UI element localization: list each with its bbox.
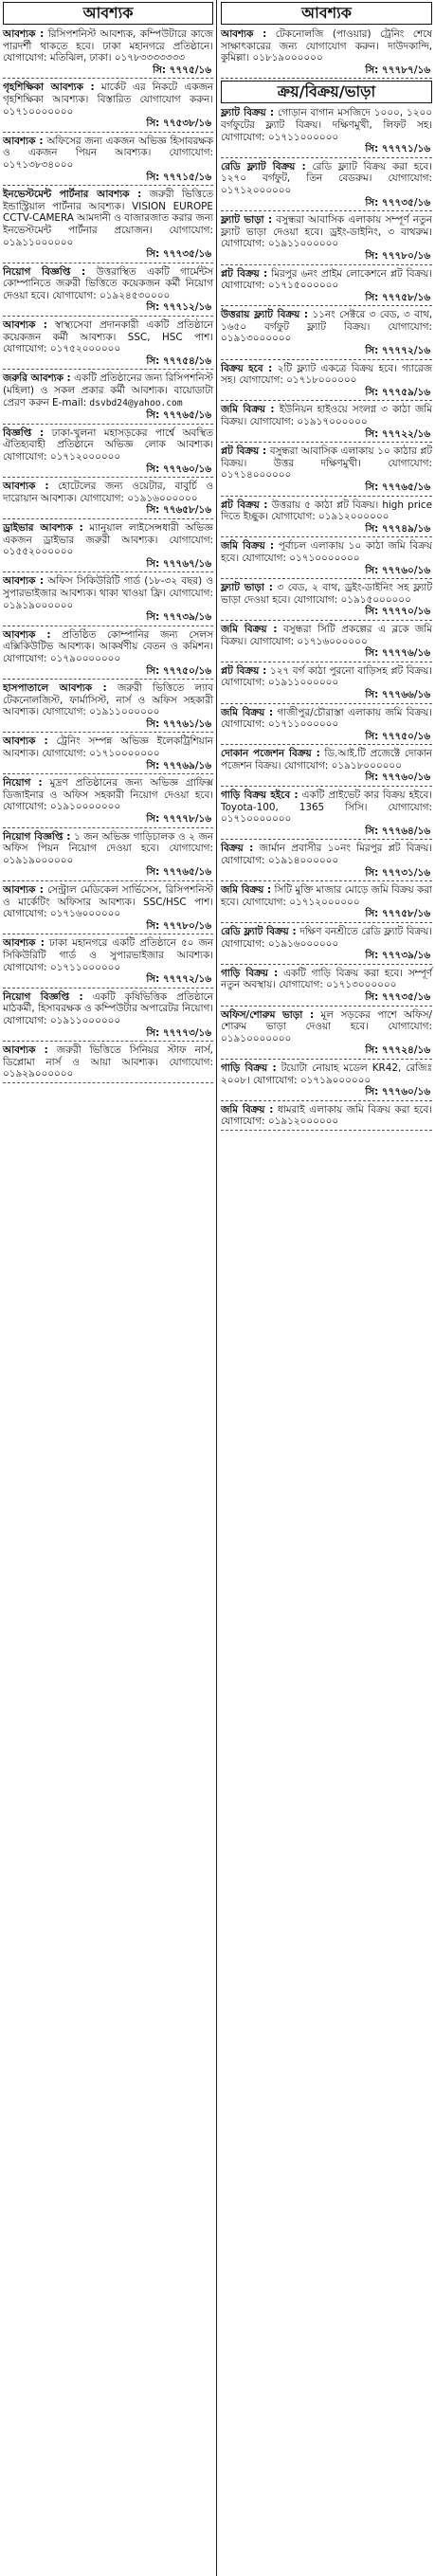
ad-reference-code: সি: ৭৭৭৬৬/১৬ [365, 688, 430, 700]
ad-reference-code: সি: ৭৭৭৫০/১৬ [146, 664, 211, 677]
classified-ad [221, 403, 432, 443]
ad-heading: রেডি ফ্ল্যাট বিক্রয় : [221, 160, 306, 172]
ad-body: একটি প্রতিষ্ঠানের জন্য রিসিপশনিস্ট (মহিলা) ও সকল প্রকার কর্মী আবশ্যক। বায়োডাটা প্রেরণ করুন E-mail: [3, 372, 213, 408]
classified-ad [3, 318, 213, 370]
classified-ad [3, 426, 213, 478]
classified-ad [3, 188, 213, 263]
ad-reference-code: সি: ৭৭৭৫/১৬ [153, 63, 211, 76]
classified-ad [221, 160, 432, 211]
ad-reference-code: সি: ৭৭৬৫৮/১৬ [146, 504, 211, 517]
classified-ad [221, 789, 432, 840]
ad-heading: বিজ্ঞপ্তি : [3, 426, 45, 439]
ad-heading: প্লট বিক্রয় : [221, 499, 268, 511]
classified-ad [3, 135, 213, 186]
classified-ad [3, 883, 213, 934]
classified-ad [3, 1043, 213, 1083]
classified-ad [221, 27, 432, 79]
ad-reference-code: সি: ৭৭৭৬৯/১৬ [146, 759, 211, 771]
ad-heading: দোকান পজেশন বিক্রয় : [221, 748, 320, 760]
classified-ad [221, 706, 432, 746]
ad-body: বসুন্ধরা আবাসিক এলাকায় ১০ কাঠার প্লট বিক্রয়। উত্তর দক্ষিণমুখী। যোগাযোগ: ০১৭১৪০০০০০০ [221, 445, 432, 481]
ad-body: রেডি ফ্ল্যাট বিক্রয় করা হবে। ১২৭০ বর্গফুট, তিন বেডরুম। যোগাযোগ: ০১৭১২০০০০০০ [221, 160, 432, 196]
ad-body: মুদ্রণ প্রতিষ্ঠানের জন্য অভিজ্ঞ গ্রাফিক্স ডিজাইনার ও অফিস সহকারী নিয়োগ দেওয়া হবে। যোগাযোগ: ০১৯১০০০০০০০ [3, 777, 213, 813]
ad-reference-code: সি: ৭৭৭৭০/১৬ [365, 606, 430, 618]
section-header-sale: ক্রয়/বিক্রয়/ভাড়া [221, 81, 432, 103]
ad-body: ট্রেনিং সম্পন্ন অভিজ্ঞ ইলেকট্রিশিয়ান আবশ্যক। যোগাযোগ: ০১৭১০০০০০০০ [3, 735, 213, 760]
ad-heading: ফ্ল্যাট বিক্রয় : [221, 107, 275, 119]
classified-ad [221, 883, 432, 923]
ad-heading: নিয়োগ বিজ্ঞপ্তি : [3, 990, 83, 1003]
ad-body: জরুরী ভিত্তিতে সিনিয়র স্টাফ নার্স, ডিপ্লোমা নার্স ও আয়া আবশ্যক। যোগাযোগ: ০১৯২৯০০০০০০ [3, 1044, 213, 1080]
ad-reference-code: সি: ৭৭৭৫০/১৬ [365, 730, 430, 742]
classified-ad [3, 574, 213, 626]
ad-body: মার্কেট এর নিকটে একজন গৃহশিক্ষিকা আবশ্যক। বিস্তারিত যোগাযোগ করুন। ০১৭১০০০০০০০ [3, 82, 213, 118]
classified-ad [221, 444, 432, 496]
ad-body: উত্তরাস্থিত একটি গার্মেন্টস কোম্পানিতে জরুরী ভিত্তিতে কয়েকজন কর্মী নিয়োগ দেওয়া হবে। যোগাযোগ: ০১৯২৪৫৩০০০০ [3, 265, 213, 301]
ad-reference-code: সি: ৭৭৭৭২/১৬ [365, 345, 430, 357]
ad-heading: জরুরি আবশ্যক : [3, 372, 71, 385]
ad-reference-code: সি: ৭৭৭৮০/১৬ [365, 249, 430, 262]
right-column [218, 0, 435, 2576]
left-column [0, 0, 217, 2576]
ad-body: বসুন্ধরা সিটি প্রকল্পের এ ব্লকে জমি বিক্রয়। যোগাযোগ: ০১৭১৬০০০০০০ [221, 623, 432, 647]
ad-heading: আবশ্যক : [3, 481, 49, 493]
classified-ad [221, 1103, 432, 1131]
ad-body: টেকনোলজি (পাওয়ার) ট্রেনিং শেষে সাক্ষাৎকারের জন্য যোগাযোগ করুন। দাউদকান্দি, কুমিল্লা। ০১৮১৯০০০০০০ [221, 28, 432, 64]
ad-heading: গাড়ি বিক্রয় : [221, 1061, 277, 1074]
ad-body: পূর্বাচল এলাকায় ১০ কাঠা জমি বিক্রয় হবে। যোগাযোগ: ০১৭১০০০০০০০ [221, 540, 432, 564]
ad-body: ঢাকা-খুলনা মহাসড়কের পার্শ্বে অবস্থিত ঐতিহ্যবাহী প্রতিষ্ঠানে অভিজ্ঞ লোক আবশ্যক। যোগাযোগ: ০১৭১২০০০০০০ [3, 426, 213, 463]
ad-reference-code: সি: ৭৭৭১৫/১৬ [146, 171, 211, 183]
ad-heading: আবশ্যক : [3, 575, 45, 588]
ad-heading: প্লট বিক্রয় : [221, 445, 267, 458]
ad-heading: জমি বিক্রয় : [221, 540, 274, 553]
ad-heading: আবশ্যক : [3, 1044, 48, 1057]
ad-body: জরুরী ভিত্তিতে ইন্ডাস্ট্রিয়াল পার্টনার আবশ্যক। VISION EUROPE CCTV-CAMERA আমদানী ও বাজারজাত করার জন্য ইনভেস্টমেন্ট পার্টনার প্রয়োজন। যোগাযোগ: ০১৯১১০০০০০০ [3, 189, 213, 248]
ad-reference-code: সি: ৭৭৭৬১/১৬ [146, 717, 211, 730]
ad-body: জার্মান প্রবাসীর ১০নং মিরপুর প্লট বিক্রয়। যোগাযোগ: ০১৯১৪০০০০০০ [221, 843, 432, 867]
ad-heading: নিয়োগ বিজ্ঞপ্তি : [3, 265, 86, 278]
ad-body: গোড়ান বাগান মসজিদে ১০০০, ১২০০ বর্গফুটের ফ্ল্যাট বিক্রয়। দক্ষিণমুখী, লিফট সহ। যোগাযোগ: ০১৭১১০০০০০০ [221, 107, 432, 143]
classified-ad [221, 362, 432, 402]
ad-heading: জমি বিক্রয় : [221, 623, 278, 635]
ad-heading: ড্রাইভার আবশ্যক : [3, 521, 83, 534]
ad-reference-code: সি: ৭৭৭৭২/১৬ [146, 973, 211, 986]
ad-heading: প্লট বিক্রয় : [221, 664, 267, 677]
ad-reference-code: সি: ৭৭৭৬৫/১৬ [146, 866, 211, 879]
ad-body: সেন্ট্রাল মেডিকেল সার্ভিসেস, রিসিপশনিস্ট ও মার্কেটিং অফিসার আবশ্যক। SSC/HSC পাশ। যোগাযোগ: ০১৭১৬০০০০০০ [3, 884, 213, 920]
ad-heading: গাড়ি বিক্রয় হইবে : [221, 789, 299, 802]
ad-body: ধামরাই এলাকায় জমি বিক্রয় করা হবে। যোগাযোগ: ০১৯১২০০০০০০ [221, 1103, 432, 1128]
ad-body: ১২৭ বর্গ কাঠা পুরনো বাড়িসহ প্লট বিক্রয়। যোগাযোগ: ০১৯১১০০০০০০ [221, 664, 432, 689]
ad-heading: বিক্রয় হবে : [221, 362, 273, 374]
ad-reference-code: সি: ৭৭৭৫৯/১৬ [365, 386, 430, 398]
ad-heading: বিক্রয় : [221, 843, 254, 855]
ad-heading: গাড়ি বিক্রয় : [221, 967, 279, 979]
classified-ad [221, 623, 432, 662]
ad-reference-code: সি: ৭৭৭৩৫/১৬ [146, 248, 211, 261]
classified-ad [221, 967, 432, 1007]
classified-ad [221, 308, 432, 359]
ad-heading: ফ্ল্যাট ভাড়া : [221, 214, 273, 227]
right-sale-ad-list [221, 106, 432, 1131]
ad-heading: হাসপাতালে আবশ্যক : [3, 682, 107, 695]
section-header-wanted: আবশ্যক [3, 2, 213, 25]
ad-body: টয়োটা নোয়াহ মডেল KR42, রেজিঃ ২০০৮। যোগাযোগ: ০১৭১৯০০০০০০ [221, 1061, 433, 1086]
classified-ad [3, 372, 213, 424]
classified-ad [221, 842, 432, 881]
ad-body: অফিস সিকিউরিটি গার্ড (১৮-৩২ বছর) ও সুপারভাইজার আবশ্যক। থাকা খাওয়া ফ্রি। যোগাযোগ: ০১৯১৯০০০০০০ [3, 575, 213, 611]
ad-heading: জমি বিক্রয় : [221, 404, 275, 416]
ad-heading: আবশ্যক : [3, 135, 44, 147]
ad-body: একটি কৃষিভিত্তিক প্রতিষ্ঠানে মাঠকর্মী, হিসাবরক্ষক ও কম্পিউটার অপারেটর নিয়োগ। যোগাযোগ: ০১৯১১০০০০০০ [3, 990, 213, 1026]
ad-body: দক্ষিণ বনশ্রীতে রেডি ফ্ল্যাট বিক্রয়। যোগাযোগ: ০১৯১৬০০০০০০ [221, 926, 432, 950]
ad-reference-code: সি: ৭৭৭৩৯/১৬ [146, 611, 211, 624]
ad-body: মূল সড়কের পাশে অফিস/শোরুম ভাড়া দেওয়া হবে। যোগাযোগ: ০১৯১০০০০০০০ [221, 1008, 433, 1044]
ad-email: dsvbd24@yahoo.com [89, 397, 183, 408]
ad-reference-code: সি: ৭৭৭৫৮/১৬ [365, 908, 430, 920]
classified-ad [3, 936, 213, 988]
ad-body: মিরপুর ৬নং প্রাইম লোকেশনে প্লট বিক্রয়। যোগাযোগ: ০১৭১৫০০০০০০ [221, 267, 432, 292]
ad-reference-code: সি: ৭৭৭৬০/১৬ [365, 771, 430, 784]
classified-ad [3, 990, 213, 1042]
ad-reference-code: সি: ৭৭৭৬০/১৬ [365, 1086, 430, 1098]
ad-reference-code: সি: ৭৭৭৮৭/১৬ [365, 63, 430, 76]
ad-reference-code: সি: ৭৭৭৩১/১৬ [365, 866, 430, 879]
ad-body: গাজীপুর/চৌরাস্তা এলাকায় জমি বিক্রয়। যোগাযোগ: ০১৭১১০০০০০০ [221, 706, 432, 731]
ad-reference-code: সি: ৭৭৭৭৮/১৬ [146, 813, 211, 825]
ad-reference-code: সি: ৭৭৭৩৫/১৬ [365, 196, 430, 209]
ad-reference-code: সি: ৭৭৭৭১/১৬ [365, 143, 430, 155]
ad-heading: আবশ্যক : [3, 28, 45, 40]
ad-body: হোটেলের জন্য ওয়েটার, বাবুর্চি ও দারোয়ান আবশ্যক। যোগাযোগ: ০১৯১৬০০০০০০ [3, 481, 213, 504]
ad-body: বসুন্ধরা আবাসিক এলাকায় সম্পূর্ণ নতুন ফ্ল্যাট ভাড়া দেওয়া হবে। ড্রইং-ডাইনিং, ৩ বাথরুম। যোগাযোগ: ০১৯১১০০০০০০ [221, 214, 432, 250]
classified-ad [221, 747, 432, 787]
classified-ad [3, 521, 213, 572]
ad-reference-code: সি: ৭৭৭৭৬/১৬ [365, 647, 430, 660]
ad-reference-code: সি: ৭৭৭৬০/১৬ [365, 564, 430, 576]
classified-ad [3, 27, 213, 79]
ad-reference-code: সি: ৭৭৫৩৮/১৬ [146, 118, 211, 130]
classified-ad [3, 480, 213, 519]
classified-ad [3, 735, 213, 774]
ad-heading: নিয়োগ : [3, 777, 43, 789]
ad-reference-code: সি: ৭৭৭৭৩/১৬ [146, 1026, 211, 1039]
classified-ad [221, 539, 432, 579]
ad-heading: আবশ্যক : [221, 28, 267, 40]
ad-heading: প্লট বিক্রয় : [221, 267, 268, 280]
ad-body: উত্তরায় ৫ কাঠা প্লট বিক্রয়। high price দিতে ইচ্ছুক। যোগাযোগ: ০১৯১২০০০০০০ [221, 499, 432, 523]
ad-body: একটি প্রাইভেট কার বিক্রয় হইবে। Toyota-100, 1365 সিসি। যোগাযোগ: ০১৭১০০০০০০০ [221, 789, 433, 825]
ad-reference-code: সি: ৭৭৭৫৮/১৬ [365, 291, 430, 303]
ad-heading: আবশ্যক : [3, 319, 47, 332]
ad-reference-code: সি: ৭৭৭৩৯/১৬ [365, 950, 430, 962]
ad-reference-code: সি: ৭৭৭২২/১৬ [365, 427, 430, 440]
classified-ad [3, 628, 213, 680]
classified-ad [221, 1008, 432, 1060]
ad-reference-code: সি: ৭৭৭৬৭/১৬ [146, 557, 211, 570]
ad-heading: নিয়োগ বিজ্ঞপ্তি : [3, 830, 71, 843]
ad-reference-code: সি: ৭৭৭৬০/১৬ [146, 463, 211, 475]
ad-body: ১ জন অভিজ্ঞ গাড়িচালক ও ২ জন অফিস পিয়ন নিয়োগ দেওয়া হবে। যোগাযোগ: ০১৯১৯০০০০০০ [3, 830, 213, 866]
classified-ad [221, 925, 432, 965]
classified-ad [3, 830, 213, 881]
ad-body: ইউনিয়ন হাইওয়ে সংলগ্ন ৩ কাঠা জমি বিক্রয়। যোগাযোগ: ০১৯১৭০০০০০০ [221, 404, 432, 428]
ad-reference-code: সি: ৭৭৭৬৫/১৬ [146, 409, 211, 422]
ad-heading: উত্তরায় ফ্ল্যাট বিক্রয় : [221, 309, 309, 321]
classified-ad [221, 499, 432, 538]
ad-heading: গৃহশিক্ষিকা আবশ্যক : [3, 82, 95, 94]
classified-ad [3, 81, 213, 132]
ad-heading: ইনভেস্টমেন্ট পার্টনার আবশ্যক : [3, 189, 142, 201]
ad-body: ঢাকা মহানগরে একটি প্রতিষ্ঠানে ৫০ জন সিকিউরিটি গার্ড ও সুপারভাইজার আবশ্যক। যোগাযোগ: ০১৭১১০০০০০০ [3, 937, 213, 973]
ad-heading: আবশ্যক : [3, 884, 44, 896]
ad-body: ৩ বেড, ২ বাথ, ড্রইং-ডাইনিং সহ ফ্ল্যাট ভাড়া দেওয়া হবে। যোগাযোগ: ০১৯১৫০০০০০০ [221, 582, 432, 606]
classified-ad [221, 581, 432, 621]
ad-reference-code: সি: ৭৭৭৬৫/১৬ [365, 481, 430, 493]
ad-heading: জমি বিক্রয় : [221, 884, 272, 897]
ad-heading: জমি বিক্রয় : [221, 1103, 274, 1116]
classified-ad [221, 213, 432, 264]
ad-heading: অফিস/শোরুম ভাড়া : [221, 1008, 315, 1021]
classified-ad [221, 1061, 432, 1101]
ad-reference-code: সি: ৭৭৭২৪/১৬ [365, 1044, 430, 1057]
classified-ad [3, 681, 213, 733]
ad-heading: রেডি ফ্ল্যাট বিক্রয় : [221, 926, 297, 937]
ad-body: স্বাস্থ্যসেবা প্রদানকারী একটি প্রতিষ্ঠানে কয়েকজন কর্মী আবশ্যক। SSC, HSC পাশ। যোগাযোগ: ০১৭৫২০০০০০০ [3, 319, 213, 355]
ad-body: সিটি মুক্তি মাজার মোড়ে জমি বিক্রয় করা হবে। যোগাযোগ: ০১৭১২০০০০০০ [221, 884, 432, 908]
section-header-wanted-right: আবশ্যক [221, 2, 432, 25]
ad-reference-code: সি: ৭৭৭৫৪/১৬ [146, 354, 211, 367]
ad-body: রিসিপশনিস্ট আবশ্যক, কম্পিউটারে কাজে পারদর্শী থাকতে হবে। ঢাকা মহানগরে প্রতিষ্ঠানে। যোগাযোগ: মতিঝিল, ঢাকা। ০১৭৮৩৩৩৩৩৩৩ [3, 28, 213, 64]
ad-heading: জমি বিক্রয় : [221, 706, 273, 718]
ad-heading: আবশ্যক : [3, 937, 45, 950]
classified-ad [221, 267, 432, 307]
ad-body: ১১নং সেক্টরে ৩ বেড, ৩ বাথ, ১৬৫০ বর্গফুট ফ্ল্যাট বিক্রয়। যোগাযোগ: ০১৯১৩০০০০০০ [221, 309, 433, 345]
ad-heading: ফ্ল্যাট ভাড়া : [221, 582, 273, 594]
ad-reference-code: সি: ৭৭৭৬৪/১৬ [365, 825, 430, 837]
ad-reference-code: সি: ৭৭৭৮০/১৬ [146, 919, 211, 932]
ad-heading: আবশ্যক : [3, 735, 48, 748]
classified-ad [221, 106, 432, 157]
left-ad-list [3, 27, 213, 1083]
ad-body: প্রতিষ্ঠিত কোম্পানির জন্য সেলস এক্সিকিউটিভ আবশ্যক। আকর্ষণীয় বেতন ও কমিশন। যোগাযোগ: ০১৭৯০০০০০০০ [3, 628, 213, 664]
classified-ad [3, 265, 213, 317]
ad-reference-code: সি: ৭৭৭৪৯/১৬ [365, 522, 430, 535]
ad-heading: আবশ্যক : [3, 628, 51, 641]
classified-ad [3, 776, 213, 827]
ad-body: অফিসের জন্য একজন অভিজ্ঞ হিসাবরক্ষক ও একজন পিয়ন আবশ্যক। যোগাযোগ: ০১৭১৩৮৩৪০০০ [3, 135, 213, 171]
ad-body: ম্যানুয়াল লাইসেন্সধারী অভিজ্ঞ একজন ড্রাইভার জরুরী আবশ্যক। যোগাযোগ: ০১৫৫২০০০০০০ [3, 521, 213, 558]
ad-body: জরুরী ভিত্তিতে ল্যাব টেকনোলজিস্ট, ফার্মাসিস্ট, নার্স ও অফিস সহকারী আবশ্যক। যোগাযোগ: ০১৯১১০০০০০০ [3, 682, 213, 718]
ad-body: ডি.আই.টি প্রজেক্টে দোকান পজেশন বিক্রয়। যোগাযোগ: ০১৯১৮০০০০০০ [221, 748, 432, 771]
classified-ad [221, 664, 432, 704]
ad-reference-code: সি: ৭৭৭১২/১৬ [146, 301, 211, 314]
ad-body: ২টি ফ্ল্যাট একত্রে বিক্রয় হবে। গ্যারেজ সহ। যোগাযোগ: ০১৭১৮০০০০০০ [221, 362, 433, 387]
ad-body: একটি গাড়ি বিক্রয় করা হবে। সম্পূর্ণ নতুন অবস্থায়। যোগাযোগ: ০১৭১৩০০০০০০ [221, 967, 433, 991]
ad-reference-code: সি: ৭৭৭৩৫/১৬ [365, 990, 430, 1003]
right-wanted-ad-list [221, 27, 432, 79]
